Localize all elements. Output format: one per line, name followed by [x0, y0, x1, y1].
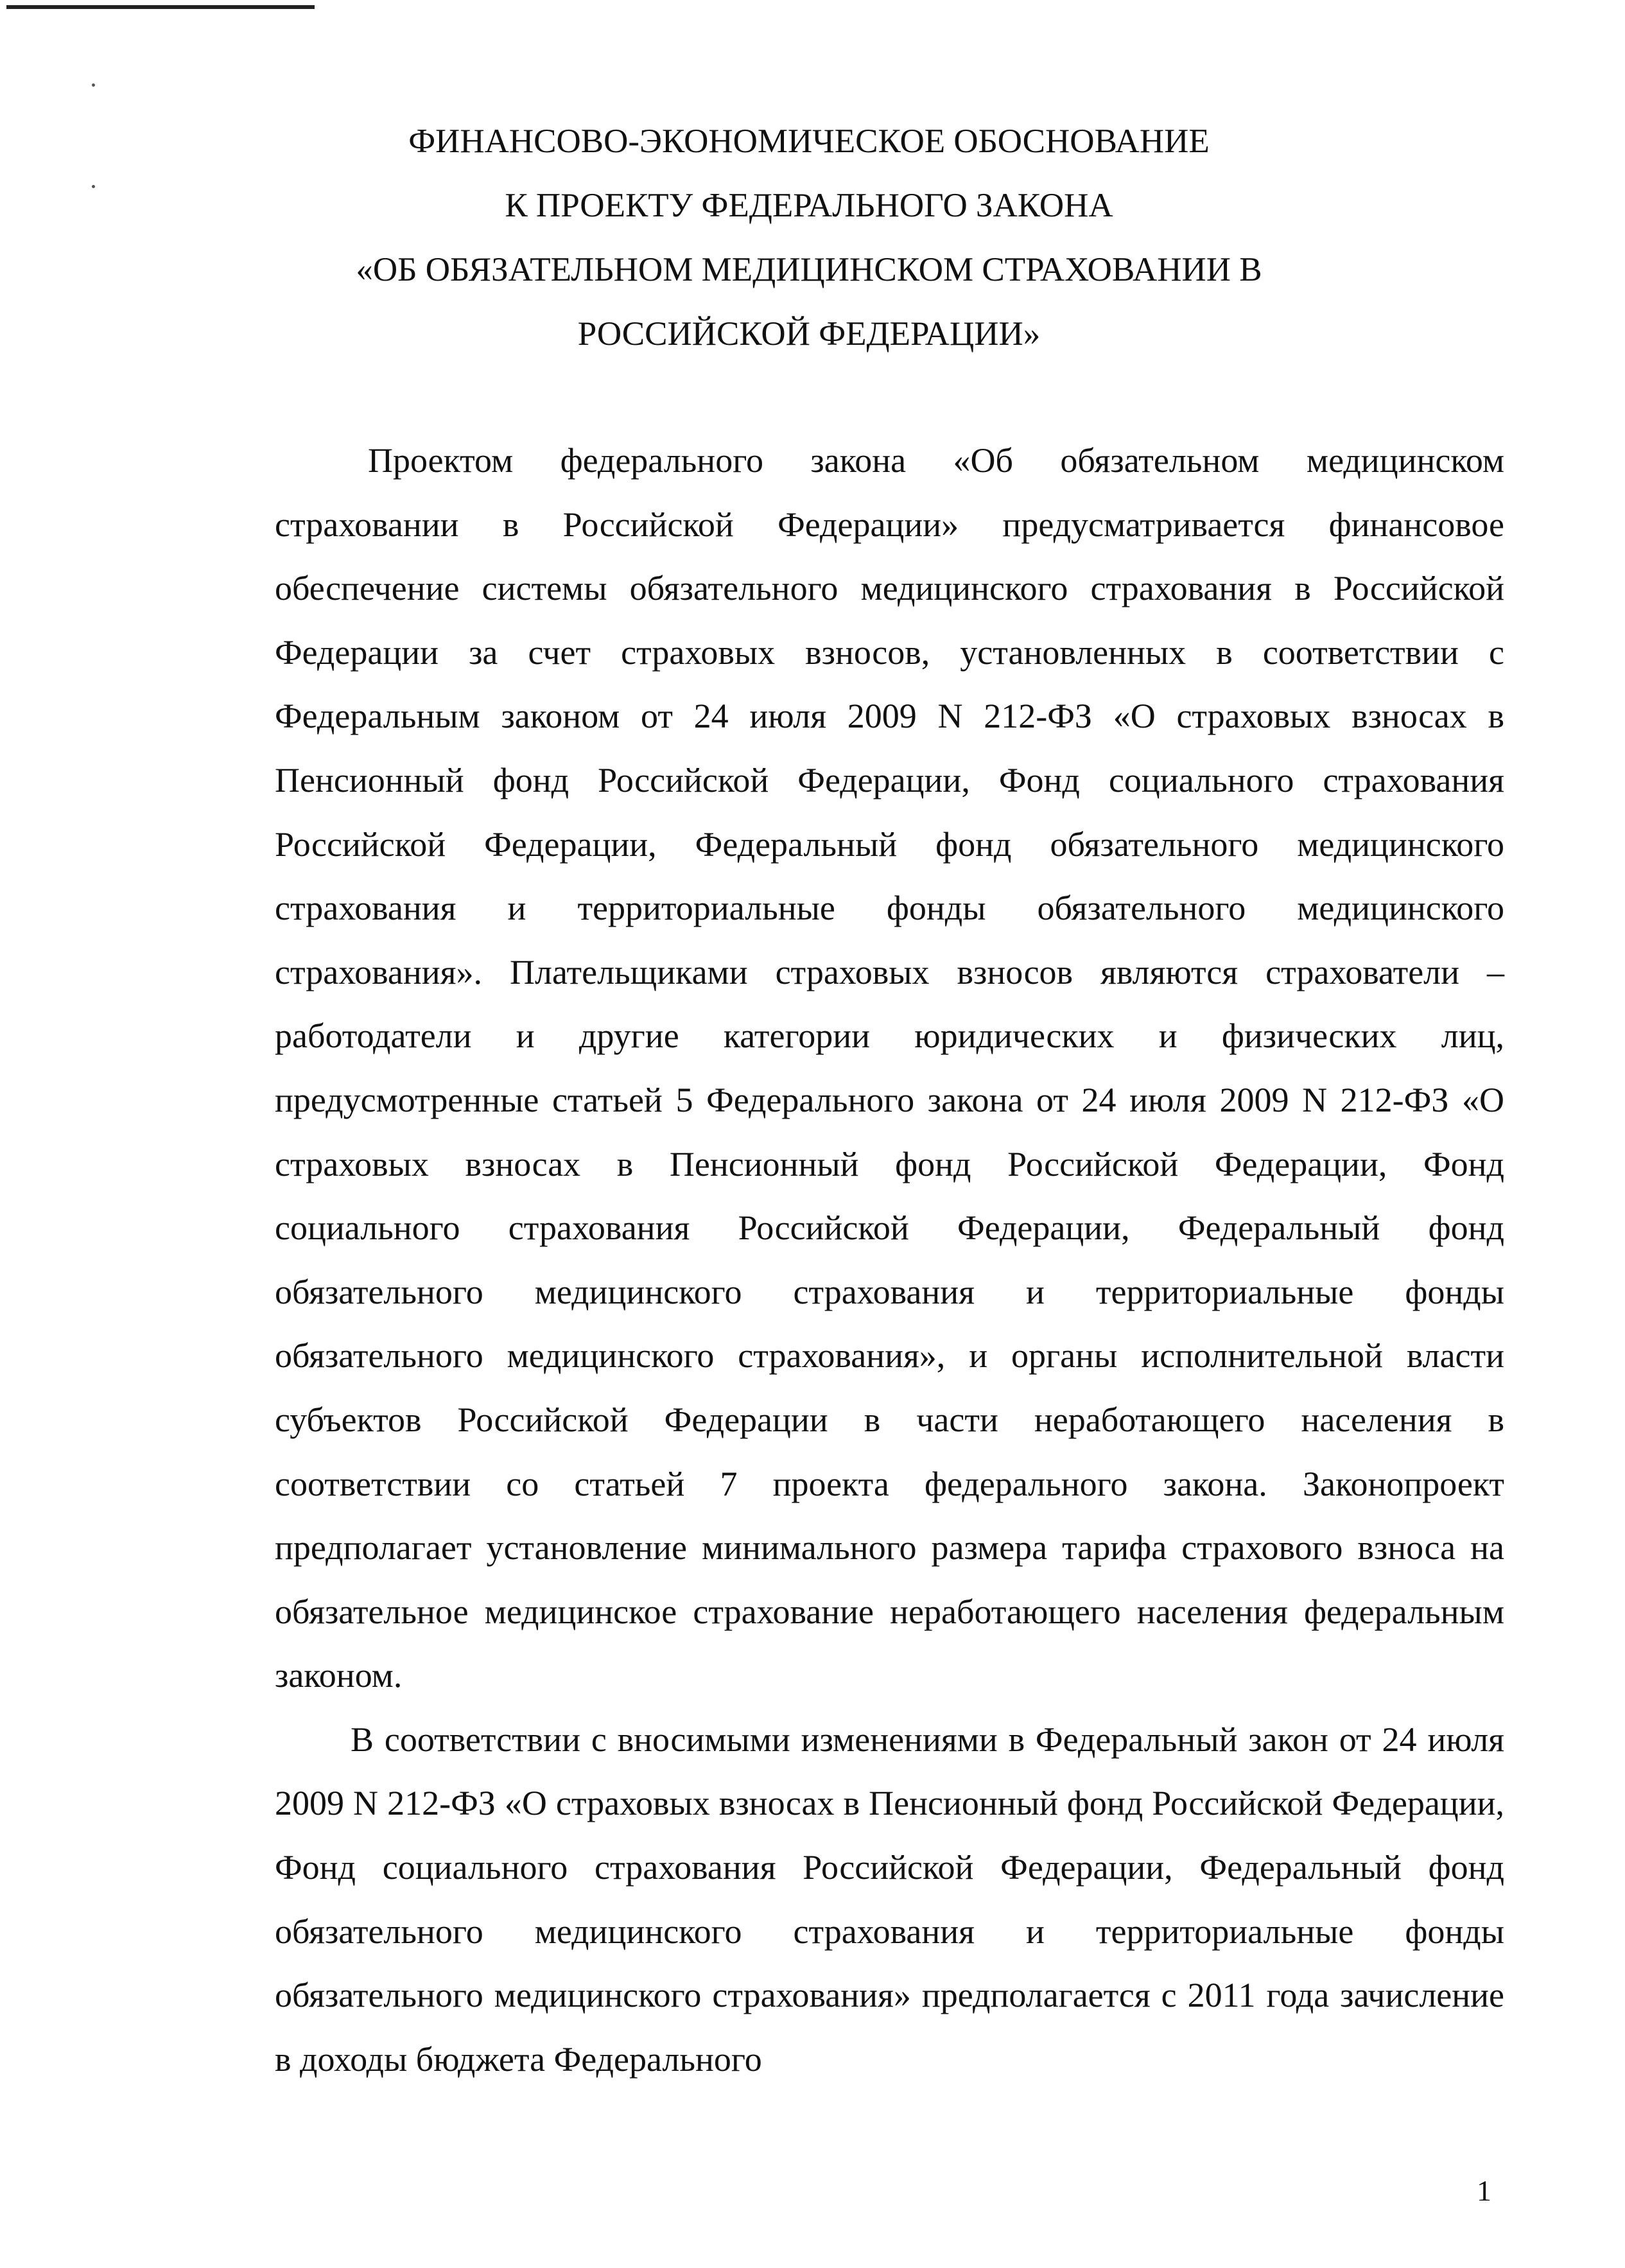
scan-artifact-line — [6, 5, 315, 9]
scan-speck — [92, 83, 95, 87]
document-body — [275, 429, 1504, 2091]
document-title — [128, 109, 1490, 366]
paragraph-2: В соответствии с вносимыми изменениями в Федеральный закон от 24 июля 2009 N 212-ФЗ «О страховых взносах в Пенсионный фонд Российской Федерации, Фонд социального страхования Российской Федерации, Федеральный фонд обязательного медицинского страхования и территориальные фонды обязательного медицинского страхования» предполагается с 2011 года зачисление в доходы бюджета Федерального — [275, 1720, 1504, 2079]
title-line-3: «ОБ ОБЯЗАТЕЛЬНОМ МЕДИЦИНСКОМ СТРАХОВАНИИ В — [356, 251, 1262, 288]
page-number: 1 — [1477, 2174, 1491, 2207]
title-line-1: ФИНАНСОВО-ЭКОНОМИЧЕСКОЕ ОБОСНОВАНИЕ — [408, 123, 1210, 160]
paragraph-1: Проектом федерального закона «Об обязательном медицинском страховании в Российской Федерации» предусматривается финансовое обеспечение системы обязательного медицинского страхования в Российской Федерации за счет страховых взносов, установленных в соответствии с Федеральным законом от 24 июля 2009 N 212-ФЗ «О страховых взносах в Пенсионный фонд Российской Федерации, Фонд социального страхования Российской Федерации, Федеральный фонд обязательного медицинского страхования и территориальные фонды обязательного медицинского страхования». Плательщиками страховых взносов являются страхователи – работодатели и другие категории юридических и физических лиц, предусмотренные статьей 5 Федерального закона от 24 июля 2009 N 212-ФЗ «О страховых взносах в Пенсионный фонд Российской Федерации, Фонд социального страхования Российской Федерации, Федеральный фонд обязательного медицинского страхования и территориальные фонды обязательного медицинского страхования», и органы исполнительной власти субъектов Российской Федерации в части неработающего населения в соответствии со статьей 7 проекта федерального закона. Законопроект предполагает установление минимального размера тарифа страхового взноса на обязательное медицинское страхование неработающего населения федеральным законом. — [275, 441, 1504, 1695]
scan-speck — [92, 185, 95, 188]
title-line-4: РОССИЙСКОЙ ФЕДЕРАЦИИ» — [577, 315, 1041, 353]
title-line-2: К ПРОЕКТУ ФЕДЕРАЛЬНОГО ЗАКОНА — [505, 187, 1113, 224]
